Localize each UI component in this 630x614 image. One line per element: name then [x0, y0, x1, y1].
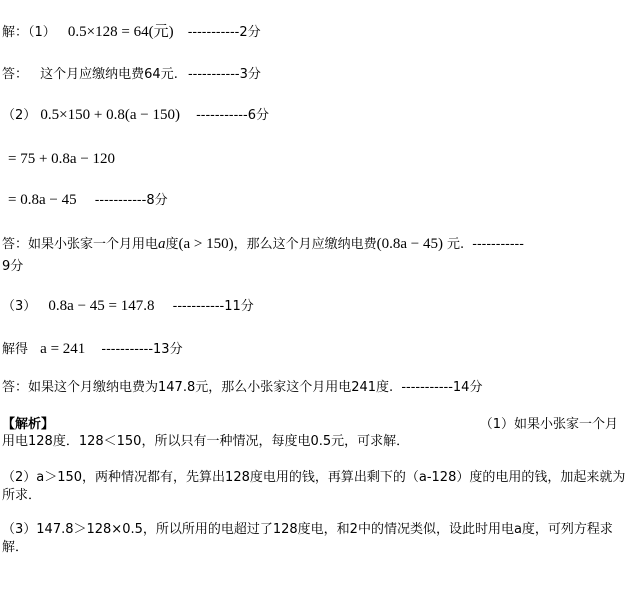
line-prefix: 解得	[2, 342, 29, 357]
score-mark: -----------2分	[187, 25, 261, 40]
line-prefix: （3）	[2, 299, 37, 314]
score-mark: -----------6分	[196, 108, 269, 123]
solution-line-1	[2, 24, 628, 41]
analysis-header-line	[2, 416, 628, 433]
analysis-part-1-start: （1）如果小张家一个月	[479, 417, 618, 432]
solution-line-3	[8, 151, 628, 168]
score-mark: -----------11分	[172, 299, 254, 314]
score-mark: 9分	[2, 259, 24, 274]
score-mark: -----------	[472, 237, 524, 252]
solution-line-4	[8, 192, 628, 209]
analysis-text: （3）147.8＞128×0.5，所以所用的电超过了128度电，和2中的情况类似，设此时用电a度，可列方程求解．	[2, 522, 613, 555]
variable: a	[158, 236, 166, 252]
answer-text: 度	[165, 237, 179, 252]
line-prefix: 解：（1）	[2, 25, 56, 40]
solution-line-2	[2, 107, 628, 124]
answer-text: 元.	[447, 237, 465, 252]
answer-text: 这个月应缴纳电费64元.	[40, 67, 178, 82]
analysis-part-1	[2, 433, 628, 450]
analysis-text: 用电128度．128＜150，所以只有一种情况，每度电0.5元，可求解．	[2, 434, 410, 449]
line-prefix: 答：	[2, 67, 29, 82]
analysis-part-3	[2, 521, 628, 557]
score-mark: -----------14分	[401, 380, 483, 395]
analysis-part-2	[2, 469, 628, 505]
math-expression: 0.5×128 = 64(元)	[67, 24, 174, 40]
answer-text: 答：如果这个月缴纳电费为147.8元，那么小张家这个月用电241度.	[2, 380, 394, 395]
condition-expression: (a > 150)	[178, 236, 234, 252]
score-mark: -----------3分	[187, 67, 261, 82]
line-prefix: （2）	[2, 108, 37, 123]
math-expression: a = 241	[40, 341, 86, 357]
answer-line-3	[2, 379, 628, 396]
solution-line-6	[2, 341, 628, 358]
math-expression: = 75 + 0.8a − 120	[8, 151, 116, 167]
analysis-heading: 【解析】	[2, 417, 55, 432]
answer-line-1	[2, 66, 628, 83]
answer-text: 答：如果小张家一个月用电	[2, 237, 159, 252]
math-expression: = 0.8a − 45	[8, 192, 77, 208]
answer-line-2-cont	[2, 258, 628, 275]
score-mark: -----------8分	[94, 193, 168, 208]
answer-line-2	[2, 236, 628, 253]
score-mark: -----------13分	[101, 342, 183, 357]
solution-line-5	[2, 298, 628, 315]
math-expression: 0.8a − 45 = 147.8	[48, 298, 155, 314]
answer-text: ，那么这个月应缴纳电费	[233, 237, 377, 252]
analysis-text: （2）a＞150，两种情况都有，先算出128度电用的钱，再算出剩下的（a-128）度的电用的钱，加起来就为所求．	[2, 470, 626, 503]
math-expression: 0.5×150 + 0.8(a − 150)	[40, 107, 180, 123]
math-expression: (0.8a − 45)	[376, 236, 444, 252]
